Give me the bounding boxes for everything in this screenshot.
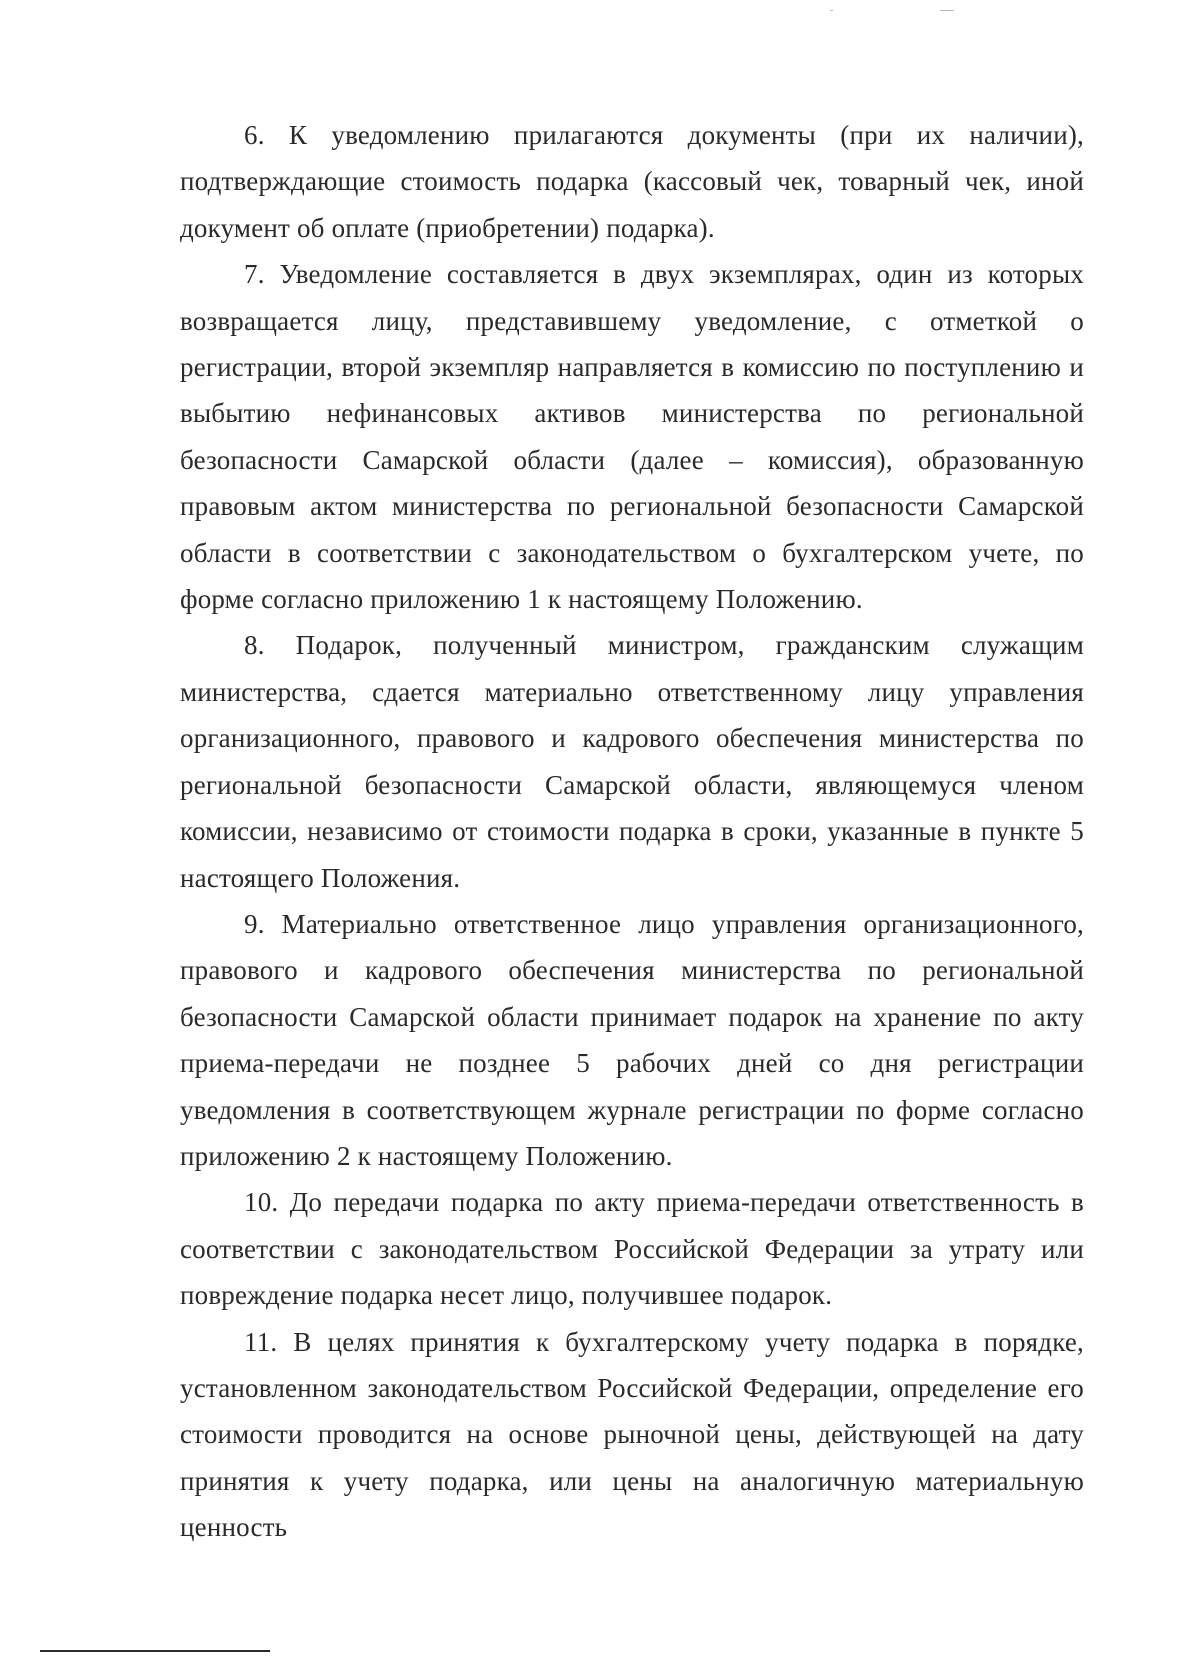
footnote-separator-line <box>40 1650 270 1652</box>
paragraph-6: 6. К уведомлению прилагаются документы (при их наличии), подтверждающие стоимость подарка (кассовый чек, товарный чек, иной документ об оплате (приобретении) подарка). <box>180 120 1084 243</box>
scan-artifact <box>940 10 954 11</box>
paragraph-11: 11. В целях принятия к бухгалтерскому учету подарка в порядке, установленном законодательством Российской Федерации, определение его стоимости проводится на основе рыночной цены, действующей на дату принятия к учету подарка, или цены на аналогичную материальную ценность <box>180 1326 1084 1543</box>
scan-artifact <box>830 10 833 11</box>
paragraph-10: 10. До передачи подарка по акту приема-передачи ответственность в соответствии с законодательством Российской Федерации за утрату или повреждение подарка несет лицо, получившее подарок. <box>180 1187 1084 1311</box>
paragraph-7: 7. Уведомление составляется в двух экземплярах, один из которых возвращается лицу, представившему уведомление, с отметкой о регистрации, второй экземпляр направляется в комиссию по поступлению и выбытию нефинансовых активов министерства по региональной безопасности Самарской области (далее – комиссия), образованную правовым актом министерства по региональной безопасности Самарской области в соответствии с законодательством о бухгалтерском учете, по форме согласно приложению 1 к настоящему Положению. <box>180 259 1084 615</box>
paragraph-8: 8. Подарок, полученный министром, гражданским служащим министерства, сдается материально ответственному лицу управления организационного, правового и кадрового обеспечения министерства по региональной безопасности Самарской области, являющемуся членом комиссии, независимо от стоимости подарка в сроки, указанные в пункте 5 настоящего Положения. <box>180 630 1084 893</box>
paragraph-9: 9. Материально ответственное лицо управления организационного, правового и кадрового обеспечения министерства по региональной безопасности Самарской области принимает подарок на хранение по акту приема-передачи не позднее 5 рабочих дней со дня регистрации уведомления в соответствующем журнале регистрации по форме согласно приложению 2 к настоящему Положению. <box>180 908 1084 1171</box>
document-body <box>180 112 1084 1551</box>
